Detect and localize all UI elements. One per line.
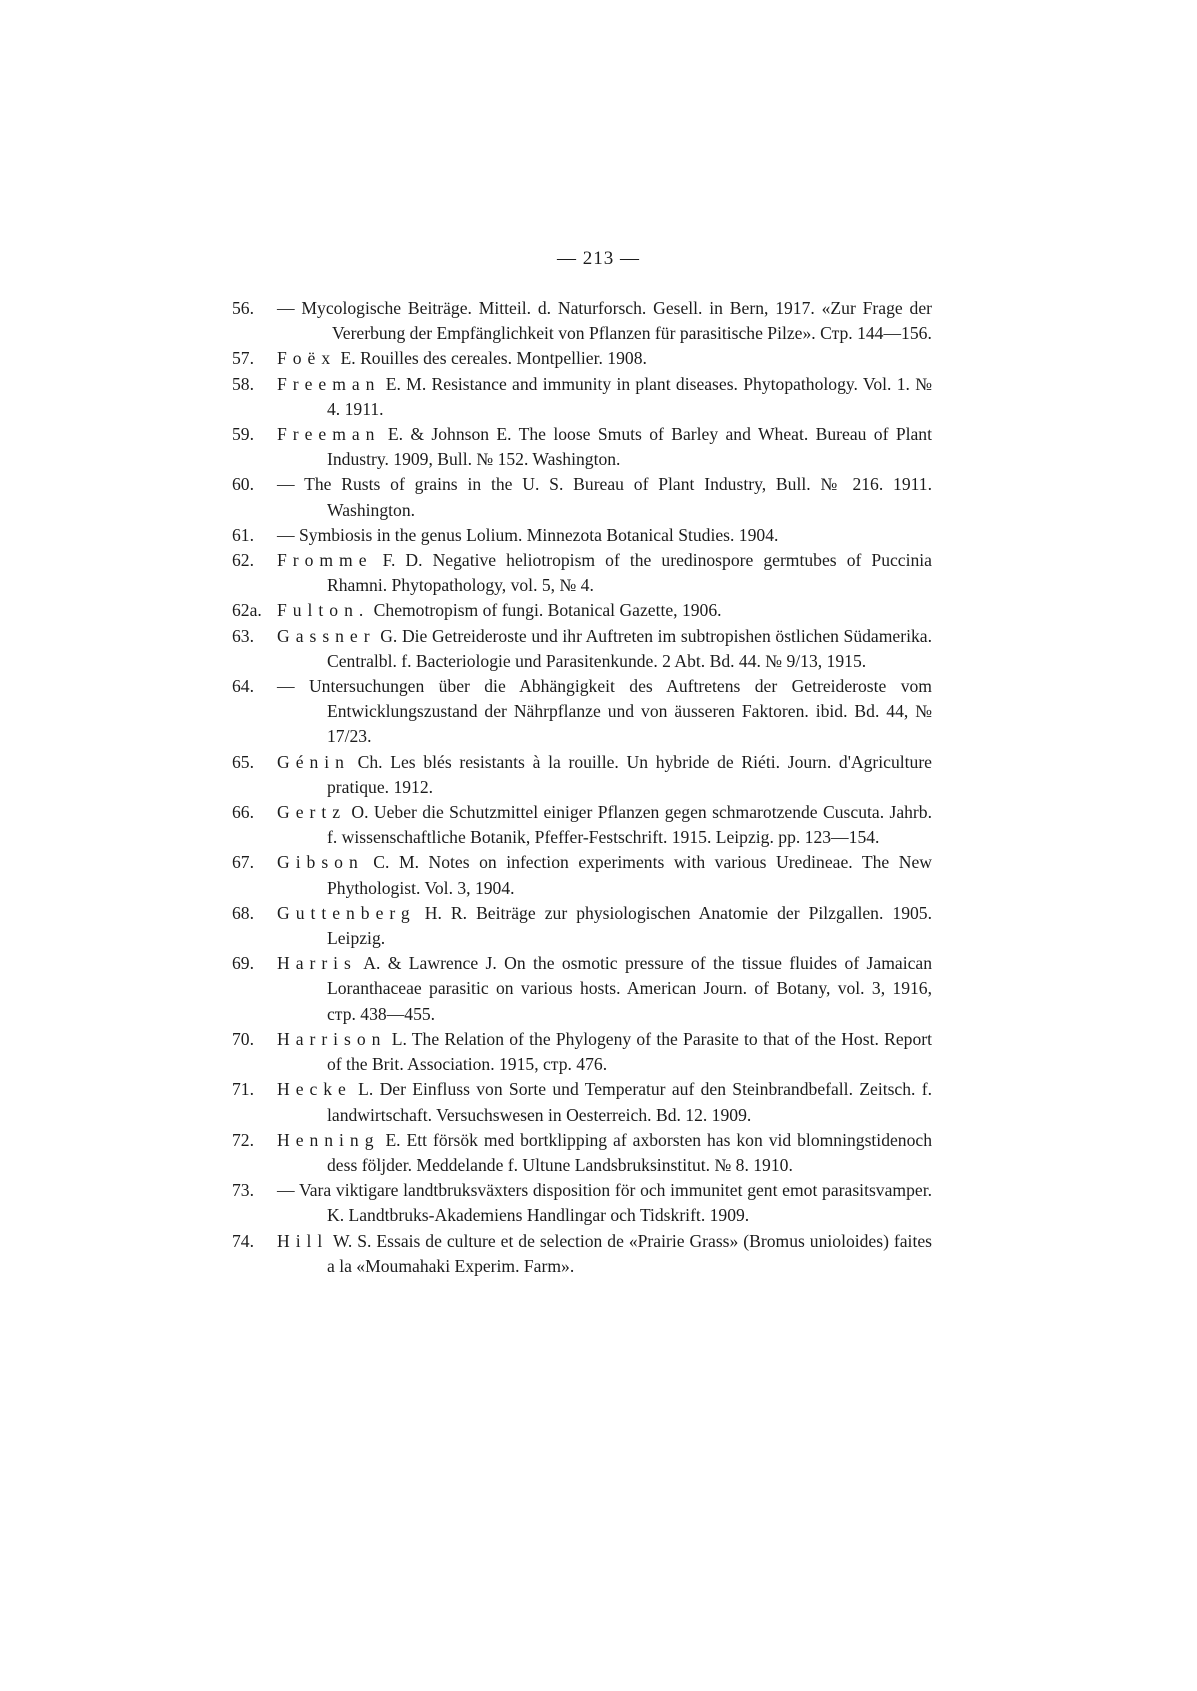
entry-text: — Symbiosis in the genus Lolium. Minnezota Botanical Studies. 1904. xyxy=(277,524,779,545)
entry-number: 64. xyxy=(232,676,254,697)
entry-number: 62. xyxy=(232,550,254,571)
bibliography-entry xyxy=(232,674,932,750)
bibliography-entry xyxy=(232,548,932,598)
bibliography-entry xyxy=(232,750,932,800)
entry-author: Gertz xyxy=(277,802,346,823)
entry-text: — The Rusts of grains in the U. S. Bureau of Plant Industry, Bull. № 216. 1911. Washington. xyxy=(277,474,932,520)
entry-text: E. & Johnson E. The loose Smuts of Barley and Wheat. Bureau of Plant Industry. 1909, Bull. № 152. Washington. xyxy=(327,424,932,470)
entry-author: Harris xyxy=(277,953,357,974)
entry-text: E. Ett försök med bortklipping af axborsten has kon vid blomningstidenoch dess följder. Meddelande f. Ultune Landsbruksinstitut. № 8. 1910. xyxy=(327,1129,933,1175)
entry-number: 61. xyxy=(232,524,254,545)
bibliography-entry xyxy=(232,901,932,951)
entry-author: Génin xyxy=(277,751,350,772)
bibliography-entry xyxy=(232,372,932,422)
entry-author: Hill xyxy=(277,1230,329,1251)
bibliography-entry xyxy=(232,296,932,346)
bibliography-entry xyxy=(232,624,932,674)
bibliography-entry xyxy=(232,1077,932,1127)
entry-author: Fulton. xyxy=(277,600,370,621)
entry-number: 63. xyxy=(232,625,254,646)
entry-text: H. R. Beiträge zur physiologischen Anatomie der Pilzgallen. 1905. Leipzig. xyxy=(327,902,932,949)
entry-number: 73. xyxy=(232,1180,254,1201)
entry-author: Freeman xyxy=(277,424,381,445)
bibliography-entry xyxy=(232,1229,932,1279)
entry-author: Henning xyxy=(277,1129,380,1150)
entry-number: 71. xyxy=(232,1079,254,1100)
entry-number: 68. xyxy=(232,902,254,923)
entry-author: Hecke xyxy=(277,1079,352,1100)
bibliography-entry xyxy=(232,422,932,472)
entry-text: Chemotropism of fungi. Botanical Gazette, 1906. xyxy=(373,600,722,621)
bibliography-entry xyxy=(232,472,932,522)
entry-number: 59. xyxy=(232,424,254,445)
entry-text: C. M. Notes on infection experiments with various Uredineae. The New Phythologist. Vol. 3, 1904. xyxy=(327,852,932,898)
entry-number: 62a. xyxy=(232,600,262,621)
entry-number: 66. xyxy=(232,802,254,823)
bibliography-entry xyxy=(232,1128,932,1178)
entry-text: A. & Lawrence J. On the osmotic pressure of the tissue fluides of Jamaican Loranthaceae parasitic on various hosts. American Journ. of Botany, vol. 3, 1916, стр. 438—455. xyxy=(327,953,932,1024)
entry-number: 57. xyxy=(232,348,254,369)
entry-number: 69. xyxy=(232,953,254,974)
entry-text: E. Rouilles des cereales. Montpellier. 1908. xyxy=(340,348,647,369)
bibliography-entry xyxy=(232,598,932,623)
entry-number: 58. xyxy=(232,373,254,394)
entry-author: Freeman xyxy=(277,373,381,394)
bibliography-list xyxy=(232,296,932,1279)
entry-author: Guttenberg xyxy=(277,902,416,923)
bibliography-entry xyxy=(232,800,932,850)
entry-number: 56. xyxy=(232,298,254,318)
entry-number: 65. xyxy=(232,751,254,772)
entry-text: — Vara viktigare landtbruksväxters disposition för och immunitet gent emot parasitsvamper. K. Landtbruks-Akademiens Handlingar och Tidskrift. 1909. xyxy=(277,1180,932,1226)
entry-text: — Mycologische Beiträge. Mitteil. d. Naturforsch. Gesell. in Bern, 1917. «Zur Frage der Vererbung der Empfänglichkeit von Pflanzen für parasitische Pilze». Стр. 144—156. xyxy=(277,298,932,344)
entry-author: Fromme xyxy=(277,550,373,571)
entry-number: 74. xyxy=(232,1230,254,1251)
entry-number: 70. xyxy=(232,1028,254,1049)
entry-text: L. The Relation of the Phylogeny of the Parasite to that of the Host. Report of the Brit. Association. 1915, стр. 476. xyxy=(327,1028,932,1075)
entry-number: 60. xyxy=(232,474,254,495)
entry-text: G. Die Getreideroste und ihr Auftreten im subtropishen östlichen Südamerika. Centralbl. f. Bacteriologie und Parasitenkunde. 2 Abt. Bd. 44. № 9/13, 1915. xyxy=(327,625,932,671)
bibliography-entry xyxy=(232,951,932,1027)
bibliography-entry xyxy=(232,1027,932,1077)
entry-text: F. D. Negative heliotropism of the uredinospore germtubes of Puccinia Rhamni. Phytopathology, vol. 5, № 4. xyxy=(327,550,932,596)
entry-text: L. Der Einfluss von Sorte und Temperatur auf den Steinbrandbefall. Zeitsch. f. landwirtschaft. Versuchswesen in Oesterreich. Bd. 12. 1909. xyxy=(327,1079,932,1125)
entry-number: 72. xyxy=(232,1129,254,1150)
page-number: — 213 — xyxy=(557,248,640,269)
entry-author: Gibson xyxy=(277,852,364,873)
entry-author: Foëx xyxy=(277,348,337,369)
bibliography-entry xyxy=(232,523,932,548)
entry-text: — Untersuchungen über die Abhängigkeit des Auftretens der Getreideroste vom Entwicklungszustand der Nährpflanze und von äusseren Faktoren. ibid. Bd. 44, № 17/23. xyxy=(277,676,932,747)
entry-text: O. Ueber die Schutzmittel einiger Pflanzen gegen schmarotzende Cuscuta. Jahrb. f. wissenschaftliche Botanik, Pfeffer-Festschrift. 1915. Leipzig. pp. 123—154. xyxy=(327,802,932,848)
bibliography-entry xyxy=(232,1178,932,1228)
entry-author: Harrison xyxy=(277,1028,387,1049)
entry-text: W. S. Essais de culture et de selection de «Prairie Grass» (Bromus unioloides) faites a la «Moumahaki Experim. Farm». xyxy=(327,1230,932,1276)
bibliography-entry xyxy=(232,346,932,371)
entry-text: Ch. Les blés resistants à la rouille. Un hybride de Riéti. Journ. d'Agriculture pratique. 1912. xyxy=(327,751,932,797)
entry-text: E. M. Resistance and immunity in plant diseases. Phytopathology. Vol. 1. № 4. 1911. xyxy=(327,373,932,419)
entry-author: Gassner xyxy=(277,625,376,646)
bibliography-entry xyxy=(232,850,932,900)
entry-number: 67. xyxy=(232,852,254,873)
